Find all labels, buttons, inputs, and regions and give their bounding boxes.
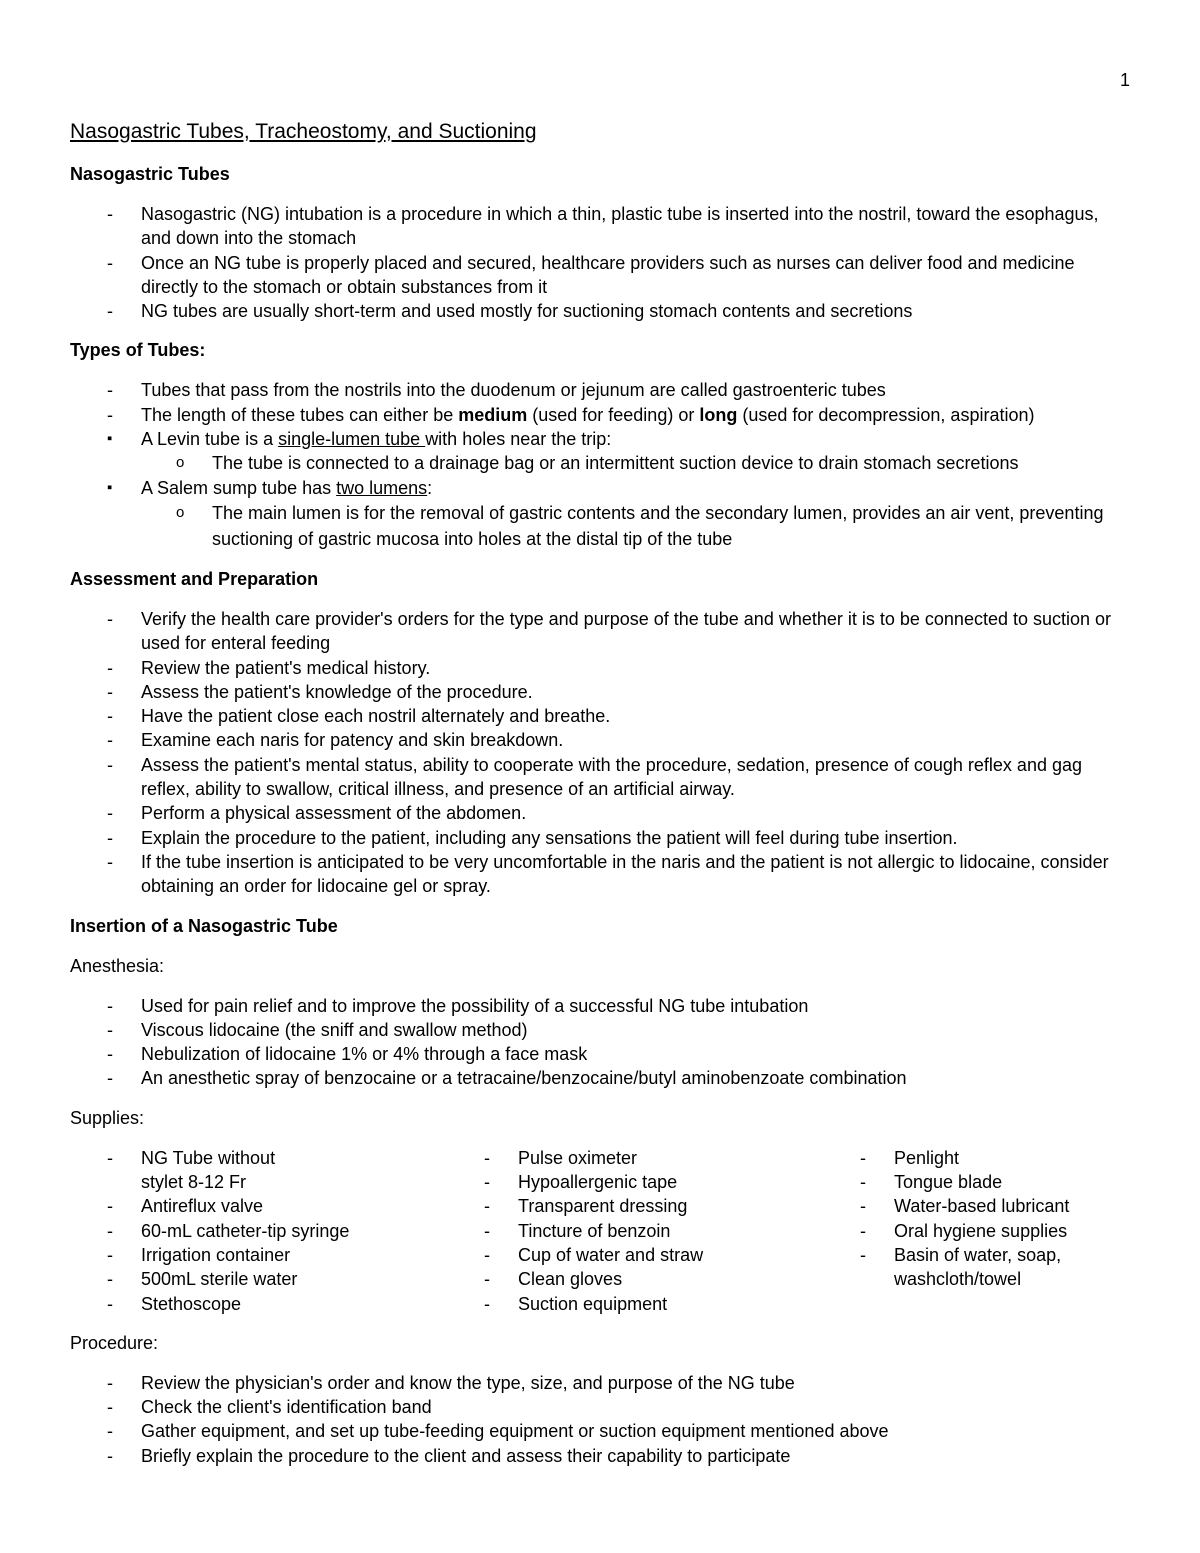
list-item: - Irrigation container xyxy=(70,1243,447,1267)
list-item: - 60-mL catheter-tip syringe xyxy=(70,1219,447,1243)
list-item: - Suction equipment xyxy=(447,1292,823,1316)
bold-term-long: long xyxy=(699,404,738,425)
text-run: A Salem sump tube has xyxy=(141,477,337,498)
list-item: - Perform a physical assessment of the abdomen. xyxy=(70,801,1130,825)
list-item: - Assess the patient's knowledge of the procedure. xyxy=(70,680,1130,704)
list-item: - Tincture of benzoin xyxy=(447,1219,823,1243)
text-run: (used for decompression, aspiration) xyxy=(737,404,1035,425)
underlined-term: two lumens xyxy=(336,477,428,498)
page-number: 1 xyxy=(1119,70,1130,90)
list-item: - An anesthetic spray of benzocaine or a tetracaine/benzocaine/butyl aminobenzoate combination xyxy=(70,1066,1130,1090)
list-item: - Water-based lubricant xyxy=(823,1194,1123,1218)
supplies-column-1 xyxy=(70,1146,447,1316)
list-item: - If the tube insertion is anticipated to be very uncomfortable in the naris and the patient is not allergic to lidocaine, consider obtaining an order for lidocaine gel or spray. xyxy=(70,850,1130,899)
list-item: - Pulse oximeter xyxy=(447,1146,823,1170)
list-item: - Tubes that pass from the nostrils into the duodenum or jejunum are called gastroenteric tubes xyxy=(70,378,1130,402)
list-item xyxy=(70,403,1130,427)
list-item: - Basin of water, soap, washcloth/towel xyxy=(823,1243,1123,1292)
list-item: - Verify the health care provider's orders for the type and purpose of the tube and whether it is to be connected to suction or used for enteral feeding xyxy=(70,607,1130,656)
list-item: - Penlight xyxy=(823,1146,1123,1170)
list-item: - Cup of water and straw xyxy=(447,1243,823,1267)
list-item-salem xyxy=(70,476,1130,500)
types-list xyxy=(70,378,1130,551)
list-item: - Stethoscope xyxy=(70,1292,447,1316)
list-item: - Nebulization of lidocaine 1% or 4% through a face mask xyxy=(70,1042,1130,1066)
list-item: - Antireflux valve xyxy=(70,1194,447,1218)
underlined-term: single-lumen tube xyxy=(278,429,426,450)
ng-tubes-list xyxy=(70,202,1130,323)
list-item: - Hypoallergenic tape xyxy=(447,1170,823,1194)
list-item: - Clean gloves xyxy=(447,1267,823,1291)
text-run: : xyxy=(427,477,433,498)
text-run: with holes near the trip: xyxy=(425,429,612,450)
list-item: - Tongue blade xyxy=(823,1170,1123,1194)
anesthesia-list xyxy=(70,994,1130,1091)
list-item: - Gather equipment, and set up tube-feeding equipment or suction equipment mentioned above xyxy=(70,1419,1130,1443)
supplies-column-3 xyxy=(823,1146,1123,1316)
text-run: A Levin tube is a xyxy=(141,429,279,450)
list-item: - Examine each naris for patency and skin breakdown. xyxy=(70,728,1130,752)
section-heading-types: Types of Tubes: xyxy=(70,340,206,361)
list-item: - Transparent dressing xyxy=(447,1194,823,1218)
list-item: - Oral hygiene supplies xyxy=(823,1219,1123,1243)
list-item: - 500mL sterile water xyxy=(70,1267,447,1291)
list-item: - Review the physician's order and know the type, size, and purpose of the NG tube xyxy=(70,1371,1130,1395)
section-heading-insertion: Insertion of a Nasogastric Tube xyxy=(70,915,338,936)
list-item: - Viscous lidocaine (the sniff and swallow method) xyxy=(70,1018,1130,1042)
list-item: - Assess the patient's mental status, ability to cooperate with the procedure, sedation, presence of cough reflex and gag reflex, ability to swallow, critical illness, and presence of an artificial airway. xyxy=(70,753,1130,802)
document-title: Nasogastric Tubes, Tracheostomy, and Suctioning xyxy=(70,120,537,143)
text-run: (used for feeding) or xyxy=(527,404,700,425)
section-heading-assessment: Assessment and Preparation xyxy=(70,568,319,589)
list-item: - Once an NG tube is properly placed and secured, healthcare providers such as nurses can deliver food and medicine directly to the stomach or obtain substances from it xyxy=(70,251,1130,300)
text-run: The length of these tubes can either be xyxy=(141,404,459,425)
procedure-label: Procedure: xyxy=(70,1332,159,1353)
list-item-levin xyxy=(70,427,1130,451)
list-item: - Have the patient close each nostril alternately and breathe. xyxy=(70,704,1130,728)
list-item: - Check the client's identification band xyxy=(70,1395,1130,1419)
list-item: - NG Tube without stylet 8-12 Fr xyxy=(70,1146,447,1195)
list-item: - Review the patient's medical history. xyxy=(70,656,1130,680)
assessment-list xyxy=(70,607,1130,899)
list-item: - Used for pain relief and to improve the possibility of a successful NG tube intubation xyxy=(70,994,1130,1018)
supplies-label: Supplies: xyxy=(70,1107,145,1128)
supplies-columns xyxy=(70,1146,1130,1316)
anesthesia-label: Anesthesia: xyxy=(70,955,165,976)
supplies-column-2 xyxy=(447,1146,823,1316)
section-heading-ng-tubes: Nasogastric Tubes xyxy=(70,164,230,184)
bold-term-medium: medium xyxy=(458,404,528,425)
sub-list-item: o The tube is connected to a drainage bag or an intermittent suction device to drain stomach secretions xyxy=(70,451,1130,475)
list-item: - NG tubes are usually short-term and used mostly for suctioning stomach contents and secretions xyxy=(70,299,1130,323)
list-item: - Nasogastric (NG) intubation is a procedure in which a thin, plastic tube is inserted into the nostril, toward the esophagus, and down into the stomach xyxy=(70,202,1130,251)
procedure-list xyxy=(70,1371,1130,1468)
list-item: - Explain the procedure to the patient, including any sensations the patient will feel during tube insertion. xyxy=(70,826,1130,850)
sub-list-item: o The main lumen is for the removal of gastric contents and the secondary lumen, provides an air vent, preventing suctioning of gastric mucosa into holes at the distal tip of the tube xyxy=(70,500,1130,552)
list-item: - Briefly explain the procedure to the client and assess their capability to participate xyxy=(70,1444,1130,1468)
